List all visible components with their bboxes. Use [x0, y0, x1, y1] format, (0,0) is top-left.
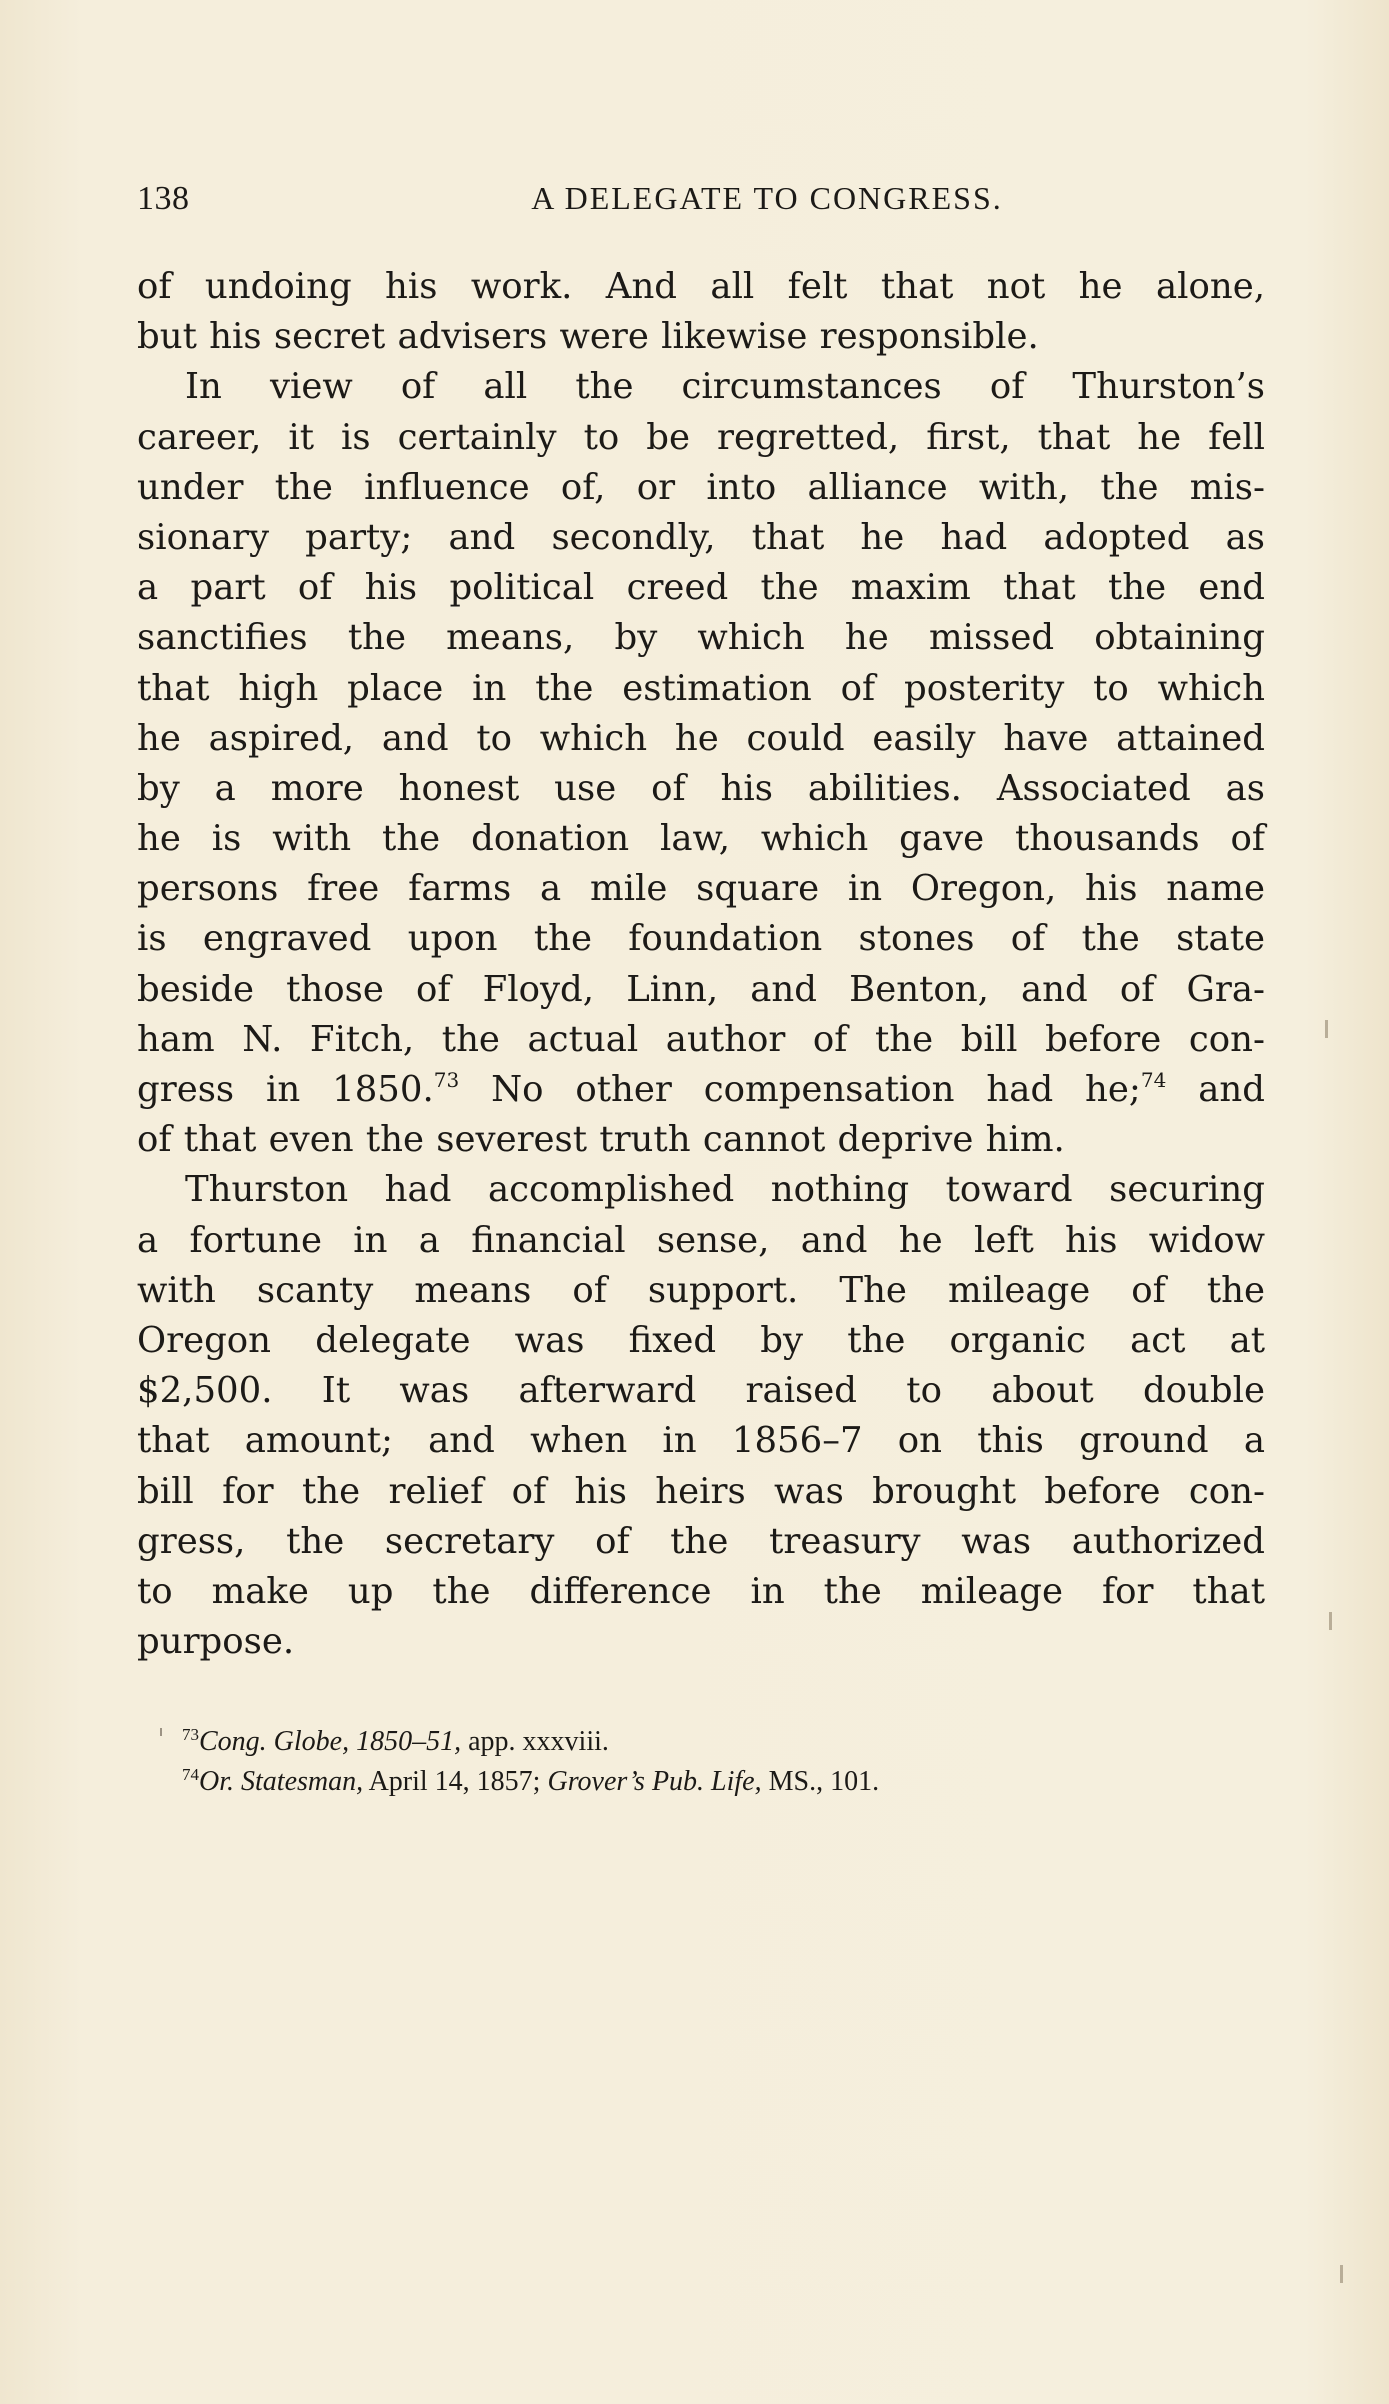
- text-line: Thurston had accomplished nothing toward securing: [185, 1169, 1265, 1211]
- text-line: a part of his political creed the maxim that the end: [137, 567, 1265, 609]
- text-line: is engraved upon the foundation stones of the state: [137, 918, 1265, 960]
- text-line: of that even the severest truth cannot deprive him.: [137, 1119, 1065, 1161]
- footnote-detail: April 14, 1857;: [363, 1766, 548, 1797]
- text-line: that amount; and when in 1856–7 on this ground a: [137, 1420, 1265, 1462]
- text-line: under the influence of, or into alliance with, the mis-: [137, 466, 1265, 508]
- text-line: by a more honest use of his abilities. Associated as: [137, 767, 1265, 809]
- text-line: that high place in the estimation of posterity to which: [137, 667, 1265, 709]
- text-line: sionary party; and secondly, that he had adopted as: [137, 516, 1265, 558]
- text-line: purpose.: [137, 1621, 295, 1663]
- line-part: gress in 1850.: [137, 1069, 434, 1110]
- text-line: of undoing his work. And all felt that not he alone,: [137, 266, 1265, 307]
- text-line: with scanty means of support. The mileage of the: [137, 1269, 1265, 1311]
- footnote-number: 74: [182, 1765, 199, 1784]
- text-line: a fortune in a financial sense, and he left his widow: [137, 1219, 1265, 1261]
- body-text: [137, 262, 1265, 1667]
- footnote-ref: 74: [1140, 1068, 1167, 1092]
- page-header: [137, 180, 1262, 226]
- text-line: In view of all the circumstances of Thurston’s: [185, 366, 1265, 408]
- footnotes: [182, 1722, 1202, 1802]
- running-head: A DELEGATE TO CONGRESS.: [531, 180, 1003, 216]
- text-line: to make up the difference in the mileage for that: [137, 1570, 1265, 1612]
- line-part: No other compensation had he;: [459, 1069, 1141, 1110]
- text-line: bill for the relief of his heirs was brought before con-: [137, 1470, 1265, 1512]
- print-mark: [160, 1728, 162, 1736]
- footnote-74: [182, 1762, 1202, 1802]
- line-part: and: [1166, 1069, 1265, 1110]
- text-line: persons free farms a mile square in Oregon, his name: [137, 868, 1265, 910]
- text-line: beside those of Floyd, Linn, and Benton, and of Gra-: [137, 968, 1265, 1010]
- scan-mark: [1325, 1020, 1328, 1038]
- scan-mark: [1329, 1612, 1332, 1630]
- text-line: ham N. Fitch, the actual author of the bill before con-: [137, 1018, 1265, 1060]
- text-line: Oregon delegate was fixed by the organic act at: [137, 1319, 1265, 1361]
- footnote-detail: app. xxxviii.: [461, 1726, 609, 1757]
- footnote-detail: MS., 101.: [761, 1766, 880, 1797]
- footnote-73: [182, 1722, 1202, 1762]
- footnote-ref: 73: [433, 1068, 460, 1092]
- footnote-source: Grover’s Pub. Life,: [547, 1766, 762, 1797]
- text-line: he aspired, and to which he could easily have attained: [137, 717, 1265, 759]
- footnote-number: 73: [182, 1725, 199, 1744]
- footnote-source: Or. Statesman,: [199, 1766, 364, 1797]
- text-line: $2,500. It was afterward raised to about double: [137, 1370, 1265, 1412]
- scan-mark: [1340, 2265, 1343, 2283]
- footnote-source: Cong. Globe, 1850–51,: [199, 1726, 462, 1757]
- text-line-with-refs: [137, 1065, 1265, 1115]
- text-line: but his secret advisers were likewise responsible.: [137, 316, 1039, 358]
- text-line: career, it is certainly to be regretted, first, that he fell: [137, 416, 1265, 458]
- text-line: gress, the secretary of the treasury was authorized: [137, 1520, 1265, 1562]
- text-line: he is with the donation law, which gave thousands of: [137, 818, 1265, 860]
- text-line: sanctifies the means, by which he missed obtaining: [137, 617, 1265, 659]
- page-number: 138: [137, 180, 190, 217]
